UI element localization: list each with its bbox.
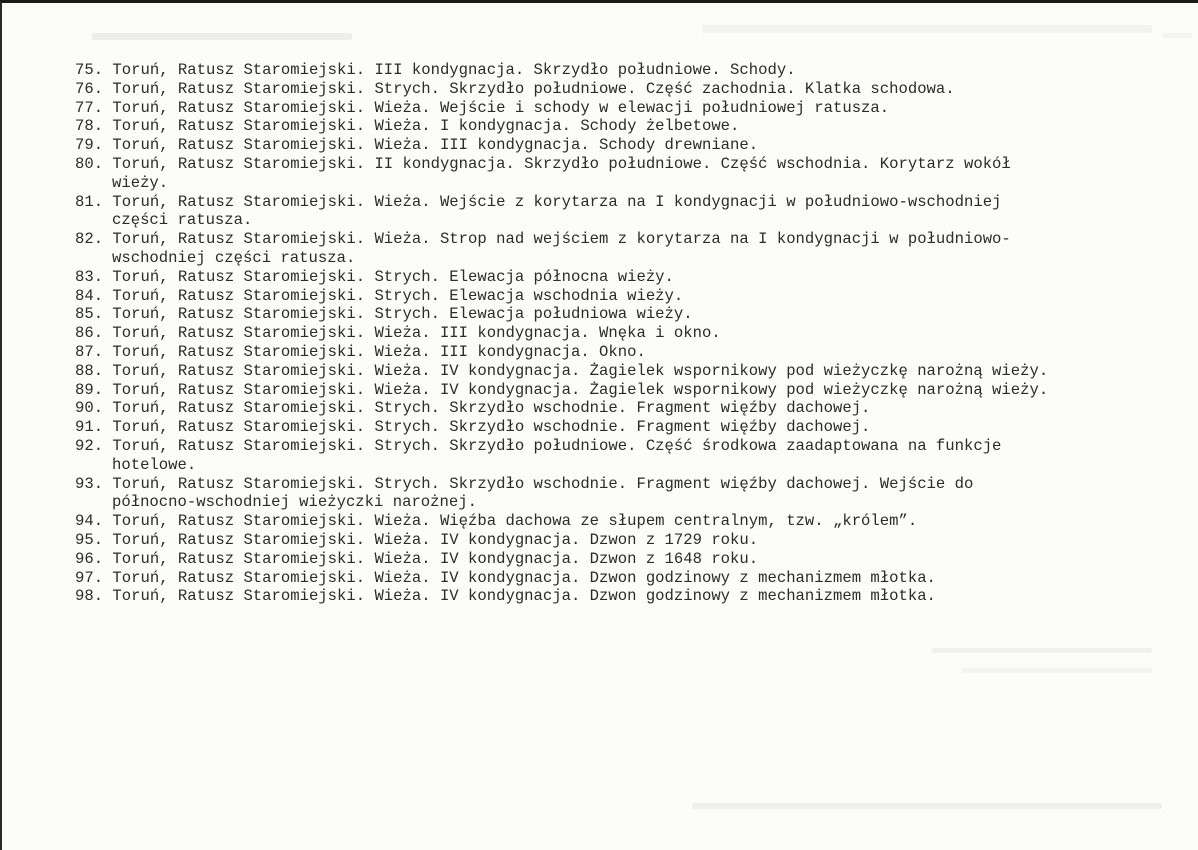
caption-line: 82. Toruń, Ratusz Staromiejski. Wieża. Strop nad wejściem z korytarza na I kondygnacji w południowo- — [75, 230, 1011, 249]
caption-entry — [75, 61, 1135, 80]
caption-entry — [75, 418, 1135, 437]
caption-entry — [75, 531, 1135, 550]
caption-entry — [75, 512, 1135, 531]
caption-entry — [75, 362, 1135, 381]
bleed-through-mark — [932, 648, 1152, 653]
caption-continuation-line: północno-wschodniej wieżyczki narożnej. — [112, 493, 477, 512]
bleed-through-mark — [92, 33, 352, 40]
caption-line: 92. Toruń, Ratusz Staromiejski. Strych. Skrzydło południowe. Część środkowa zaadaptowana na funkcje — [75, 436, 1002, 455]
caption-entry — [75, 193, 1135, 231]
caption-entry — [75, 343, 1135, 362]
caption-line: 94. Toruń, Ratusz Staromiejski. Wieża. Więźba dachowa ze słupem centralnym, tzw. „królem”. — [75, 512, 918, 531]
caption-entry — [75, 99, 1135, 118]
caption-continuation-line: hotelowe. — [112, 455, 197, 474]
caption-entry — [75, 305, 1135, 324]
caption-entry — [75, 587, 1135, 606]
caption-line: 95. Toruń, Ratusz Staromiejski. Wieża. IV kondygnacja. Dzwon z 1729 roku. — [75, 530, 759, 549]
caption-line: 84. Toruń, Ratusz Staromiejski. Strych. Elewacja wschodnia wieży. — [75, 286, 684, 305]
caption-continuation-line: wschodniej części ratusza. — [112, 248, 356, 267]
caption-entry — [75, 230, 1135, 268]
caption-line: 97. Toruń, Ratusz Staromiejski. Wieża. IV kondygnacja. Dzwon godzinowy z mechanizmem młotka. — [75, 568, 936, 587]
bleed-through-mark — [702, 25, 1152, 33]
caption-entry — [75, 155, 1135, 193]
caption-entry — [75, 550, 1135, 569]
caption-line: 87. Toruń, Ratusz Staromiejski. Wieża. III kondygnacja. Okno. — [75, 342, 646, 361]
caption-entry — [75, 136, 1135, 155]
caption-line: 91. Toruń, Ratusz Staromiejski. Strych. Skrzydło wschodnie. Fragment więźby dachowej. — [75, 418, 871, 437]
caption-line: 80. Toruń, Ratusz Staromiejski. II kondygnacja. Skrzydło południowe. Część wschodnia. Korytarz wokół — [75, 154, 1011, 173]
caption-continuation-line: części ratusza. — [112, 211, 253, 230]
caption-line: 86. Toruń, Ratusz Staromiejski. Wieża. III kondygnacja. Wnęka i okno. — [75, 324, 721, 343]
caption-line: 76. Toruń, Ratusz Staromiejski. Strych. Skrzydło południowe. Część zachodnia. Klatka schodowa. — [75, 79, 955, 98]
caption-entry — [75, 287, 1135, 306]
bleed-through-mark — [1162, 33, 1192, 38]
caption-line: 85. Toruń, Ratusz Staromiejski. Strych. Elewacja południowa wieży. — [75, 305, 693, 324]
caption-entry — [75, 399, 1135, 418]
caption-line: 79. Toruń, Ratusz Staromiejski. Wieża. III kondygnacja. Schody drewniane. — [75, 136, 759, 155]
bleed-through-mark — [692, 803, 1162, 809]
caption-line: 98. Toruń, Ratusz Staromiejski. Wieża. IV kondygnacja. Dzwon godzinowy z mechanizmem młotka. — [75, 587, 936, 606]
caption-line: 89. Toruń, Ratusz Staromiejski. Wieża. IV kondygnacja. Żagielek wspornikowy pod wieżyczkę narożną wieży. — [75, 380, 1049, 399]
caption-line: 75. Toruń, Ratusz Staromiejski. III kondygnacja. Skrzydło południowe. Schody. — [75, 61, 796, 79]
bleed-through-mark — [962, 668, 1152, 673]
caption-line: 90. Toruń, Ratusz Staromiejski. Strych. Skrzydło wschodnie. Fragment więźby dachowej. — [75, 399, 871, 418]
caption-entry — [75, 268, 1135, 287]
caption-line: 78. Toruń, Ratusz Staromiejski. Wieża. I kondygnacja. Schody żelbetowe. — [75, 117, 740, 136]
caption-line: 96. Toruń, Ratusz Staromiejski. Wieża. IV kondygnacja. Dzwon z 1648 roku. — [75, 549, 759, 568]
photo-caption-list — [75, 61, 1185, 606]
caption-entry — [75, 80, 1135, 99]
caption-continuation-line: wieży. — [112, 173, 169, 192]
caption-entry — [75, 569, 1135, 588]
caption-line: 93. Toruń, Ratusz Staromiejski. Strych. Skrzydło wschodnie. Fragment więźby dachowej. Wejście do — [75, 474, 974, 493]
caption-line: 83. Toruń, Ratusz Staromiejski. Strych. Elewacja północna wieży. — [75, 267, 674, 286]
caption-entry — [75, 437, 1135, 475]
caption-line: 88. Toruń, Ratusz Staromiejski. Wieża. IV kondygnacja. Żagielek wspornikowy pod wieżyczkę narożną wieży. — [75, 361, 1049, 380]
caption-line: 81. Toruń, Ratusz Staromiejski. Wieża. Wejście z korytarza na I kondygnacji w południowo-wschodniej — [75, 192, 1002, 211]
caption-entry — [75, 117, 1135, 136]
caption-entry — [75, 475, 1135, 513]
caption-line: 77. Toruń, Ratusz Staromiejski. Wieża. Wejście i schody w elewacji południowej ratusza. — [75, 98, 890, 117]
caption-entry — [75, 324, 1135, 343]
caption-entry — [75, 381, 1135, 400]
